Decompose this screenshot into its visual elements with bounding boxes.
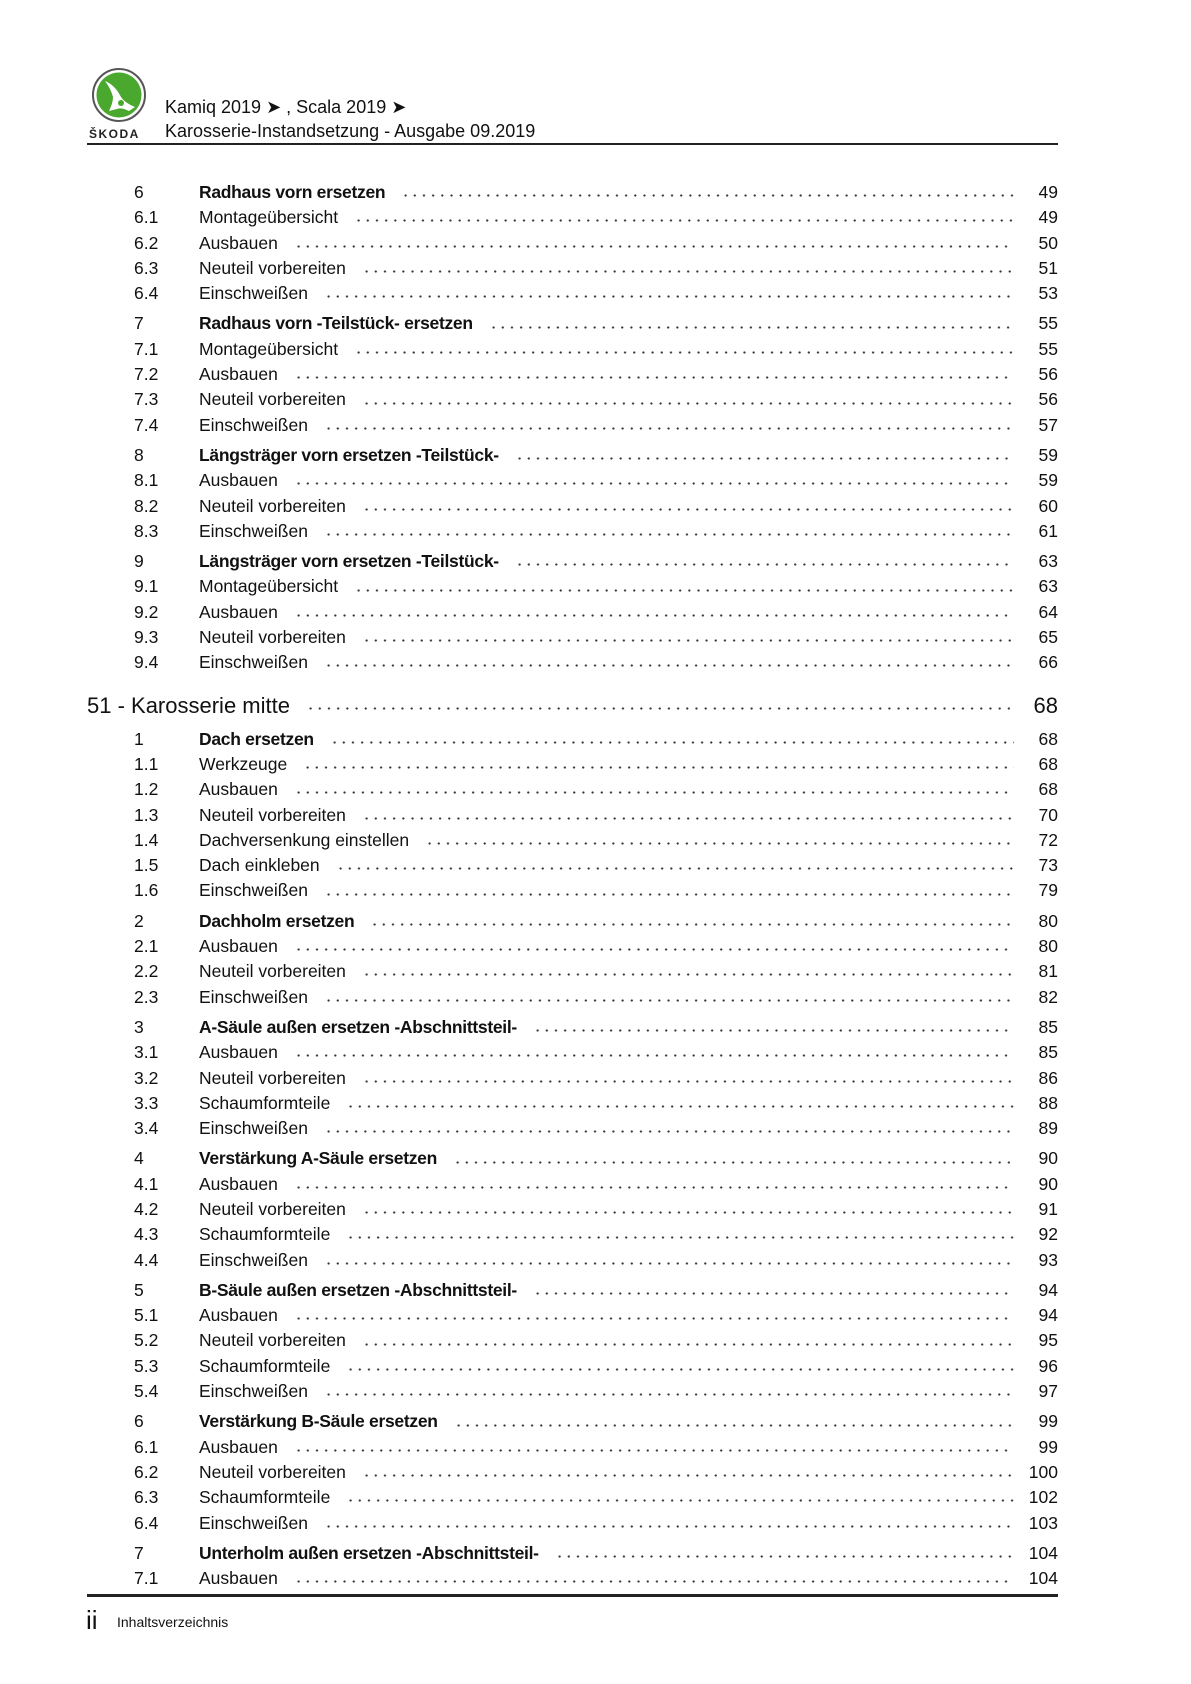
toc-entry[interactable]	[87, 1511, 1058, 1536]
entry-page: 81	[1038, 961, 1058, 982]
dot-leader	[555, 1555, 1014, 1558]
entry-title: Schaumformteile	[199, 1355, 331, 1376]
entry-page: 90	[1038, 1173, 1058, 1194]
entry-number: 4.3	[134, 1224, 159, 1245]
entry-title: Schaumformteile	[199, 1487, 331, 1508]
dot-leader	[324, 427, 1014, 430]
entry-page: 95	[1038, 1330, 1058, 1351]
dot-leader	[294, 1317, 1014, 1320]
dot-leader	[453, 1161, 1014, 1164]
entry-page: 86	[1038, 1067, 1058, 1088]
entry-title: Neuteil vorbereiten	[199, 1330, 346, 1351]
dot-leader	[362, 402, 1014, 405]
toc-entry[interactable]	[87, 1435, 1058, 1460]
toc-entry[interactable]	[87, 1040, 1058, 1065]
dot-leader	[324, 1525, 1014, 1528]
toc-entry[interactable]	[87, 1222, 1058, 1247]
toc-section[interactable]	[87, 1278, 1058, 1303]
entry-number: 1.5	[134, 855, 159, 876]
entry-title: Radhaus vorn -Teilstück- ersetzen	[199, 313, 473, 334]
dot-leader	[346, 1236, 1014, 1239]
entry-title: A-Säule außen ersetzen -Abschnittsteil-	[199, 1016, 517, 1037]
dot-leader	[294, 1449, 1014, 1452]
entry-title: Werkzeuge	[199, 753, 288, 774]
toc-entry[interactable]	[87, 828, 1058, 853]
toc-entry[interactable]	[87, 362, 1058, 387]
entry-number: 6.4	[134, 1512, 159, 1533]
toc-entry[interactable]	[87, 281, 1058, 306]
entry-page: 63	[1038, 576, 1058, 597]
entry-page: 64	[1038, 601, 1058, 622]
toc-entry[interactable]	[87, 1172, 1058, 1197]
entry-page: 65	[1038, 627, 1058, 648]
entry-title: Einschweißen	[199, 1249, 308, 1270]
entry-title: Verstärkung A-Säule ersetzen	[199, 1148, 437, 1169]
entry-page: 82	[1038, 986, 1058, 1007]
dot-leader	[346, 1105, 1014, 1108]
toc-entry[interactable]	[87, 1116, 1058, 1141]
toc-entry[interactable]	[87, 650, 1058, 675]
entry-title: Ausbauen	[199, 1042, 278, 1063]
entry-page: 68	[1038, 753, 1058, 774]
entry-number: 6.1	[134, 1436, 159, 1457]
entry-number: 8.2	[134, 495, 159, 516]
entry-title: B-Säule außen ersetzen -Abschnittsteil-	[199, 1279, 517, 1300]
entry-number: 1.4	[134, 829, 159, 850]
entry-page: 90	[1038, 1148, 1058, 1169]
entry-number: 3.2	[134, 1067, 159, 1088]
entry-page: 68	[1033, 692, 1058, 718]
dot-leader	[354, 589, 1014, 592]
entry-page: 57	[1038, 414, 1058, 435]
entry-page: 56	[1038, 364, 1058, 385]
entry-title: Montageübersicht	[199, 207, 339, 228]
dot-leader	[294, 1186, 1014, 1189]
dot-leader	[324, 664, 1014, 667]
entry-number: 6.3	[134, 1487, 159, 1508]
toc-section[interactable]	[87, 1409, 1058, 1434]
entry-title: Dachholm ersetzen	[199, 910, 355, 931]
toc-entry[interactable]	[87, 413, 1058, 438]
entry-title: Neuteil vorbereiten	[199, 1461, 346, 1482]
dot-leader	[401, 194, 1014, 197]
entry-number: 5.1	[134, 1305, 159, 1326]
toc-entry[interactable]	[87, 1379, 1058, 1404]
toc-entry[interactable]	[87, 777, 1058, 802]
dot-leader	[324, 1262, 1014, 1265]
toc-section[interactable]	[87, 180, 1058, 205]
entry-page: 56	[1038, 389, 1058, 410]
dot-leader	[294, 614, 1014, 617]
entry-page: 61	[1038, 520, 1058, 541]
dot-leader	[362, 1474, 1014, 1477]
skoda-logo-icon	[91, 67, 147, 123]
dot-leader	[330, 741, 1014, 744]
entry-number: 2.1	[134, 936, 159, 957]
toc-section[interactable]	[87, 549, 1058, 574]
toc-entry[interactable]	[87, 625, 1058, 650]
entry-number: 1.3	[134, 804, 159, 825]
toc-entry[interactable]	[87, 574, 1058, 599]
toc-entry[interactable]	[87, 1566, 1058, 1591]
entry-number: 3.4	[134, 1118, 159, 1139]
toc-entry[interactable]	[87, 934, 1058, 959]
toc-entry[interactable]	[87, 231, 1058, 256]
dot-leader	[362, 1343, 1014, 1346]
dot-leader	[294, 948, 1014, 951]
entry-title: Längsträger vorn ersetzen -Teilstück-	[199, 551, 499, 572]
dot-leader	[362, 270, 1014, 273]
entry-title: Unterholm außen ersetzen -Abschnittsteil-	[199, 1542, 539, 1563]
entry-page: 104	[1028, 1568, 1058, 1589]
entry-number: 6	[134, 182, 144, 202]
dot-leader	[306, 707, 1014, 710]
entry-title: 51 - Karosserie mitte	[87, 692, 290, 718]
toc-entry[interactable]	[87, 1066, 1058, 1091]
toc-entry[interactable]	[87, 803, 1058, 828]
toc-entry[interactable]	[87, 387, 1058, 412]
entry-title: Schaumformteile	[199, 1224, 331, 1245]
toc-entry[interactable]	[87, 1460, 1058, 1485]
entry-title: Ausbauen	[199, 936, 278, 957]
dot-leader	[533, 1029, 1014, 1032]
entry-page: 103	[1028, 1512, 1058, 1533]
document-models: Kamiq 2019 ➤ , Scala 2019 ➤	[165, 97, 407, 117]
dot-leader	[489, 326, 1014, 329]
dot-leader	[324, 1130, 1014, 1133]
toc-entry[interactable]	[87, 468, 1058, 493]
entry-number: 2.3	[134, 986, 159, 1007]
toc-entry[interactable]	[87, 878, 1058, 903]
entry-page: 104	[1028, 1542, 1058, 1563]
entry-title: Neuteil vorbereiten	[199, 389, 346, 410]
entry-page: 79	[1038, 880, 1058, 901]
dot-leader	[354, 219, 1014, 222]
entry-number: 3	[134, 1016, 144, 1037]
entry-number: 9	[134, 551, 144, 572]
entry-number: 3.3	[134, 1092, 159, 1113]
dot-leader	[354, 351, 1014, 354]
page-number: ii	[86, 1605, 98, 1635]
entry-title: Neuteil vorbereiten	[199, 1198, 346, 1219]
entry-number: 7.2	[134, 364, 159, 385]
dot-leader	[362, 1080, 1014, 1083]
toc-entry[interactable]	[87, 256, 1058, 281]
entry-title: Einschweißen	[199, 1512, 308, 1533]
entry-title: Neuteil vorbereiten	[199, 804, 346, 825]
entry-page: 55	[1038, 338, 1058, 359]
dot-leader	[324, 295, 1014, 298]
toc-entry[interactable]	[87, 1485, 1058, 1510]
entry-number: 6.1	[134, 207, 159, 228]
document-title: Karosserie-Instandsetzung - Ausgabe 09.2019	[165, 121, 536, 141]
entry-number: 5.4	[134, 1381, 159, 1402]
dot-leader	[370, 923, 1014, 926]
entry-title: Montageübersicht	[199, 338, 339, 359]
entry-title: Einschweißen	[199, 414, 308, 435]
dot-leader	[294, 1054, 1014, 1057]
entry-page: 80	[1038, 936, 1058, 957]
entry-page: 80	[1038, 910, 1058, 931]
entry-title: Dachversenkung einstellen	[199, 829, 410, 850]
entry-number: 1.1	[134, 753, 159, 774]
entry-number: 1	[134, 728, 144, 749]
entry-page: 100	[1028, 1461, 1058, 1482]
entry-number: 8	[134, 444, 144, 465]
entry-number: 9.3	[134, 627, 159, 648]
entry-number: 6.4	[134, 283, 159, 304]
entry-number: 8.3	[134, 520, 159, 541]
toc-entry[interactable]	[87, 959, 1058, 984]
entry-number: 6.2	[134, 232, 159, 253]
entry-page: 99	[1038, 1436, 1058, 1457]
entry-number: 6.3	[134, 257, 159, 278]
dot-leader	[336, 867, 1014, 870]
entry-page: 94	[1038, 1305, 1058, 1326]
dot-leader	[294, 376, 1014, 379]
entry-number: 1.6	[134, 880, 159, 901]
entry-page: 72	[1038, 829, 1058, 850]
entry-number: 8.1	[134, 470, 159, 491]
entry-title: Ausbauen	[199, 364, 278, 385]
dot-leader	[515, 457, 1014, 460]
toc-section[interactable]	[87, 311, 1058, 336]
entry-title: Einschweißen	[199, 1118, 308, 1139]
entry-number: 7	[134, 1542, 144, 1563]
entry-page: 51	[1038, 257, 1058, 278]
dot-leader	[324, 999, 1014, 1002]
entry-page: 68	[1038, 779, 1058, 800]
entry-page: 73	[1038, 855, 1058, 876]
entry-page: 49	[1038, 182, 1058, 202]
entry-page: 85	[1038, 1016, 1058, 1037]
entry-number: 5	[134, 1279, 144, 1300]
entry-number: 7.3	[134, 389, 159, 410]
dot-leader	[515, 563, 1014, 566]
entry-number: 7.1	[134, 1568, 159, 1589]
entry-number: 4	[134, 1148, 144, 1169]
toc-entry[interactable]	[87, 205, 1058, 230]
toc-entry[interactable]	[87, 337, 1058, 362]
entry-number: 2.2	[134, 961, 159, 982]
dot-leader	[346, 1499, 1014, 1502]
entry-title: Ausbauen	[199, 601, 278, 622]
entry-number: 4.4	[134, 1249, 159, 1270]
toc-section[interactable]	[87, 909, 1058, 934]
toc-entry[interactable]	[87, 752, 1058, 777]
entry-number: 9.4	[134, 652, 159, 673]
entry-page: 63	[1038, 551, 1058, 572]
entry-title: Verstärkung B-Säule ersetzen	[199, 1411, 438, 1432]
entry-title: Dach einkleben	[199, 855, 320, 876]
toc-entry[interactable]	[87, 985, 1058, 1010]
dot-leader	[362, 1211, 1014, 1214]
entry-number: 4.1	[134, 1173, 159, 1194]
entry-page: 92	[1038, 1224, 1058, 1245]
entry-title: Ausbauen	[199, 1568, 278, 1589]
entry-number: 7.1	[134, 338, 159, 359]
dot-leader	[294, 245, 1014, 248]
dot-leader	[324, 533, 1014, 536]
dot-leader	[454, 1424, 1014, 1427]
entry-number: 9.1	[134, 576, 159, 597]
entry-title: Ausbauen	[199, 232, 278, 253]
toc-entry[interactable]	[87, 600, 1058, 625]
entry-title: Längsträger vorn ersetzen -Teilstück-	[199, 444, 499, 465]
dot-leader	[362, 639, 1014, 642]
entry-title: Dach ersetzen	[199, 728, 314, 749]
dot-leader	[294, 482, 1014, 485]
entry-page: 68	[1038, 728, 1058, 749]
entry-page: 94	[1038, 1279, 1058, 1300]
toc-entry[interactable]	[87, 1303, 1058, 1328]
entry-title: Neuteil vorbereiten	[199, 1067, 346, 1088]
footer-label: Inhaltsverzeichnis	[117, 1614, 229, 1630]
dot-leader	[346, 1368, 1014, 1371]
toc-entry[interactable]	[87, 1328, 1058, 1353]
toc-entry[interactable]	[87, 1197, 1058, 1222]
entry-number: 4.2	[134, 1198, 159, 1219]
entry-number: 2	[134, 910, 144, 931]
entry-page: 50	[1038, 232, 1058, 253]
entry-title: Ausbauen	[199, 1436, 278, 1457]
dot-leader	[294, 791, 1014, 794]
entry-title: Ausbauen	[199, 470, 278, 491]
entry-number: 6.2	[134, 1461, 159, 1482]
dot-leader	[324, 893, 1014, 896]
dot-leader	[303, 766, 1014, 769]
entry-page: 91	[1038, 1198, 1058, 1219]
entry-title: Neuteil vorbereiten	[199, 961, 346, 982]
entry-page: 66	[1038, 652, 1058, 673]
toc-section[interactable]	[87, 1015, 1058, 1040]
entry-title: Ausbauen	[199, 779, 278, 800]
toc-chapter[interactable]	[87, 690, 1058, 722]
entry-page: 85	[1038, 1042, 1058, 1063]
toc-entry[interactable]	[87, 1091, 1058, 1116]
entry-title: Einschweißen	[199, 652, 308, 673]
header-divider	[87, 143, 1058, 145]
entry-title: Einschweißen	[199, 986, 308, 1007]
toc-section[interactable]	[87, 1146, 1058, 1171]
entry-page: 93	[1038, 1249, 1058, 1270]
dot-leader	[294, 1580, 1014, 1583]
entry-title: Neuteil vorbereiten	[199, 257, 346, 278]
entry-title: Einschweißen	[199, 283, 308, 304]
footer-divider	[87, 1594, 1058, 1597]
entry-page: 89	[1038, 1118, 1058, 1139]
entry-number: 9.2	[134, 601, 159, 622]
toc-entry[interactable]	[87, 1248, 1058, 1273]
entry-number: 7.4	[134, 414, 159, 435]
toc-section[interactable]	[87, 443, 1058, 468]
entry-page: 49	[1038, 207, 1058, 228]
entry-page: 96	[1038, 1355, 1058, 1376]
entry-page: 102	[1028, 1487, 1058, 1508]
entry-number: 5.3	[134, 1355, 159, 1376]
entry-title: Ausbauen	[199, 1173, 278, 1194]
dot-leader	[362, 973, 1014, 976]
entry-number: 5.2	[134, 1330, 159, 1351]
entry-page: 55	[1038, 313, 1058, 334]
entry-title: Neuteil vorbereiten	[199, 627, 346, 648]
entry-page: 99	[1038, 1411, 1058, 1432]
entry-page: 70	[1038, 804, 1058, 825]
toc-section[interactable]	[87, 1541, 1058, 1566]
entry-page: 88	[1038, 1092, 1058, 1113]
entry-title: Neuteil vorbereiten	[199, 495, 346, 516]
entry-number: 3.1	[134, 1042, 159, 1063]
dot-leader	[362, 817, 1014, 820]
entry-page: 60	[1038, 495, 1058, 516]
entry-title: Ausbauen	[199, 1305, 278, 1326]
brand-wordmark: ŠKODA	[89, 127, 140, 141]
table-of-contents	[87, 175, 1058, 1591]
toc-entry[interactable]	[87, 519, 1058, 544]
entry-title: Radhaus vorn ersetzen	[199, 182, 386, 202]
toc-entry[interactable]	[87, 1354, 1058, 1379]
dot-leader	[425, 842, 1014, 845]
entry-title: Einschweißen	[199, 520, 308, 541]
entry-page: 53	[1038, 283, 1058, 304]
entry-page: 59	[1038, 444, 1058, 465]
entry-title: Einschweißen	[199, 1381, 308, 1402]
entry-number: 1.2	[134, 779, 159, 800]
entry-title: Einschweißen	[199, 880, 308, 901]
toc-entry[interactable]	[87, 853, 1058, 878]
entry-title: Montageübersicht	[199, 576, 339, 597]
entry-page: 97	[1038, 1381, 1058, 1402]
dot-leader	[324, 1393, 1014, 1396]
entry-number: 6	[134, 1411, 144, 1432]
dot-leader	[533, 1292, 1014, 1295]
entry-number: 7	[134, 313, 144, 334]
toc-section[interactable]	[87, 727, 1058, 752]
entry-title: Schaumformteile	[199, 1092, 331, 1113]
entry-page: 59	[1038, 470, 1058, 491]
dot-leader	[362, 508, 1014, 511]
toc-entry[interactable]	[87, 494, 1058, 519]
